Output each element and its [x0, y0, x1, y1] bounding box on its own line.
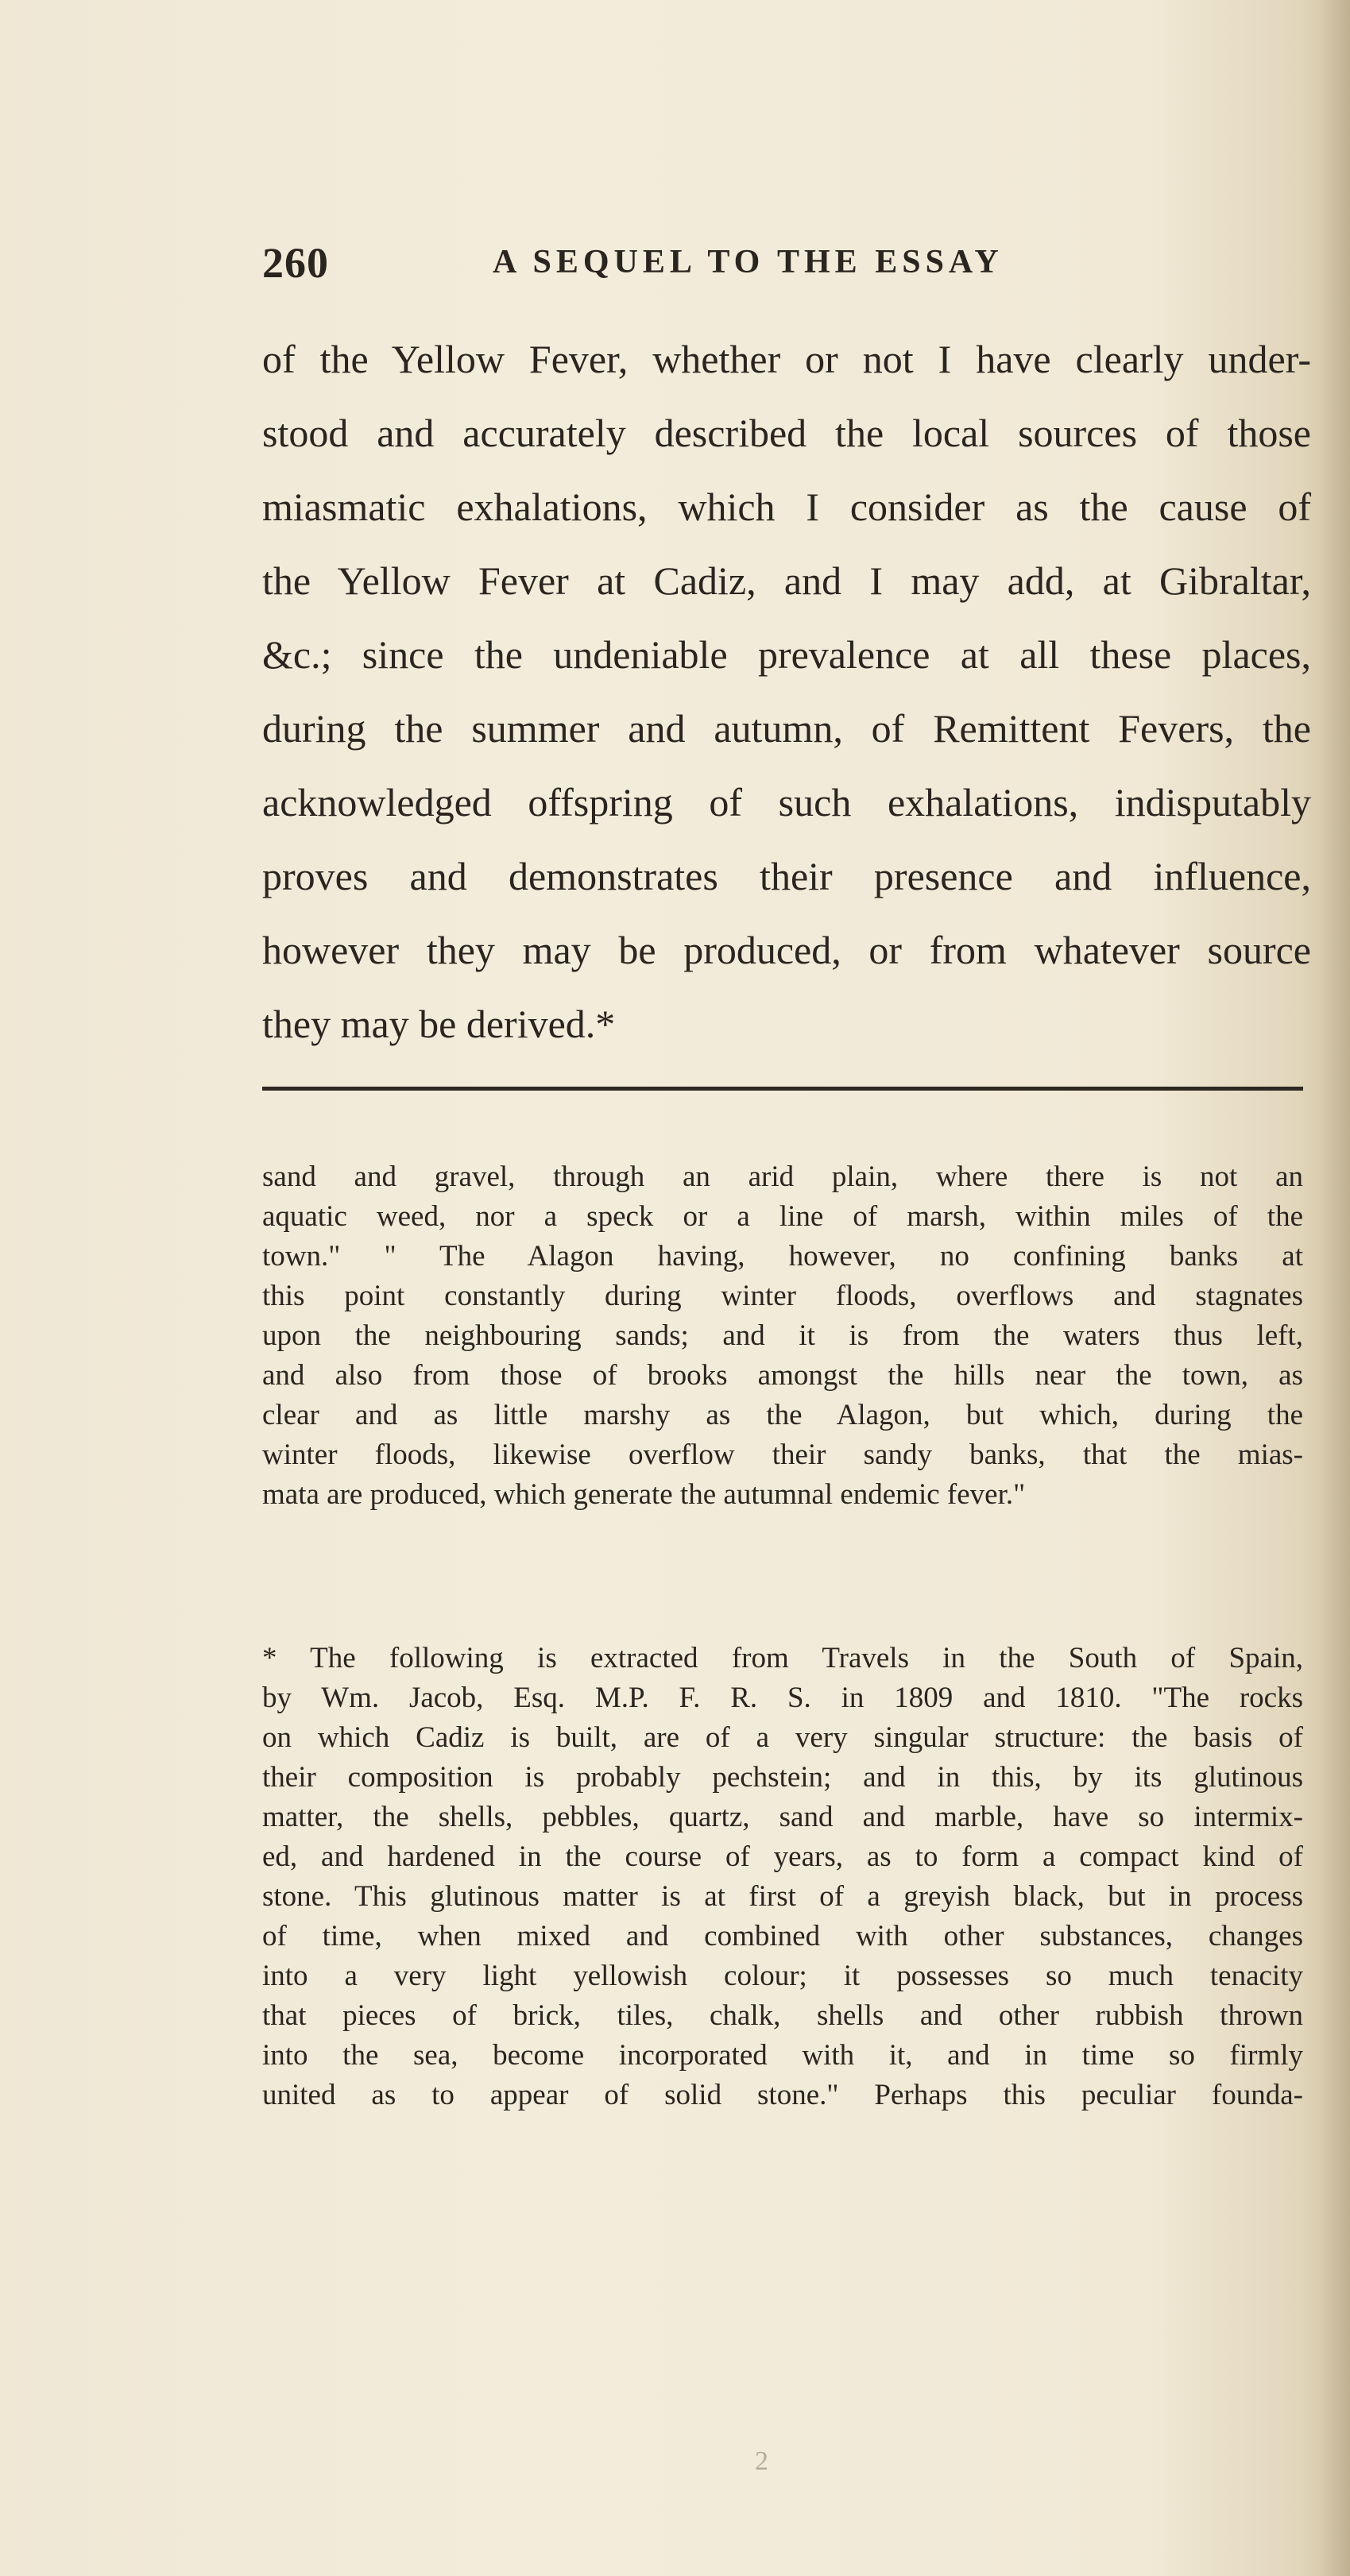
footnote-line: matter, the shells, pebbles, quartz, sand and marble, have so intermix- — [262, 1801, 1303, 1833]
footnote-line: united as to appear of solid stone." Perhaps this peculiar founda- — [262, 2079, 1303, 2111]
running-head — [262, 238, 1319, 302]
footnote-line: into the sea, become incorporated with it, and in time so firmly — [262, 2039, 1303, 2072]
footnote-continued — [262, 1157, 1303, 1515]
footnote-line: that pieces of brick, tiles, chalk, shells and other rubbish thrown — [262, 1999, 1303, 2032]
footnote-line: their composition is probably pechstein; and in this, by its glutinous — [262, 1761, 1303, 1794]
footnote-line: mata are produced, which generate the autumnal endemic fever." — [262, 1478, 1026, 1511]
footnote-line: and also from those of brooks amongst the hills near the town, as — [262, 1359, 1303, 1392]
footnote-line: aquatic weed, nor a speck or a line of marsh, within miles of the — [262, 1200, 1303, 1233]
body-line: &c.; since the undeniable prevalence at all these places, — [262, 632, 1311, 677]
footnote-line: sand and gravel, through an arid plain, where there is not an — [262, 1161, 1303, 1193]
body-line: they may be derived.* — [262, 1002, 616, 1046]
footnote-line: * The following is extracted from Travels in the South of Spain, — [262, 1642, 1303, 1674]
page-number: 260 — [262, 239, 329, 287]
footnote-line: ed, and hardened in the course of years, as to form a compact kind of — [262, 1840, 1303, 1873]
signature-mark: 2 — [755, 2447, 768, 2476]
body-line: the Yellow Fever at Cadiz, and I may add, at Gibraltar, — [262, 558, 1311, 603]
body-line: however they may be produced, or from whatever source — [262, 928, 1311, 972]
body-line: during the summer and autumn, of Remittent Fevers, the — [262, 706, 1311, 751]
footnote-divider — [262, 1087, 1303, 1091]
footnote-line: town." " The Alagon having, however, no confining banks at — [262, 1240, 1303, 1273]
footnote-line: by Wm. Jacob, Esq. M.P. F. R. S. in 1809 and 1810. "The rocks — [262, 1682, 1303, 1714]
footnote-line: clear and as little marshy as the Alagon, but which, during the — [262, 1399, 1303, 1431]
footnote-line: of time, when mixed and combined with other substances, changes — [262, 1920, 1303, 1952]
body-line: of the Yellow Fever, whether or not I have clearly under- — [262, 337, 1311, 381]
running-title: A SEQUEL TO THE ESSAY — [493, 244, 1004, 280]
footnote-line: winter floods, likewise overflow their sandy banks, that the mias- — [262, 1439, 1303, 1471]
body-line: proves and demonstrates their presence and influence, — [262, 854, 1311, 898]
footnote-line: on which Cadiz is built, are of a very singular structure: the basis of — [262, 1721, 1303, 1754]
body-line: acknowledged offspring of such exhalations, indisputably — [262, 780, 1311, 825]
body-line: stood and accurately described the local sources of those — [262, 411, 1311, 455]
footnote-line: this point constantly during winter floods, overflows and stagnates — [262, 1280, 1303, 1312]
body-line: miasmatic exhalations, which I consider as the cause of — [262, 485, 1311, 529]
footnote-line: upon the neighbouring sands; and it is from the waters thus left, — [262, 1319, 1303, 1352]
main-text — [262, 322, 1311, 1061]
footnote-line: stone. This glutinous matter is at first of a greyish black, but in process — [262, 1880, 1303, 1913]
footnote-line: into a very light yellowish colour; it possesses so much tenacity — [262, 1960, 1303, 1992]
footnote-star — [262, 1639, 1303, 2115]
page-edge-shadow — [1318, 0, 1350, 2576]
